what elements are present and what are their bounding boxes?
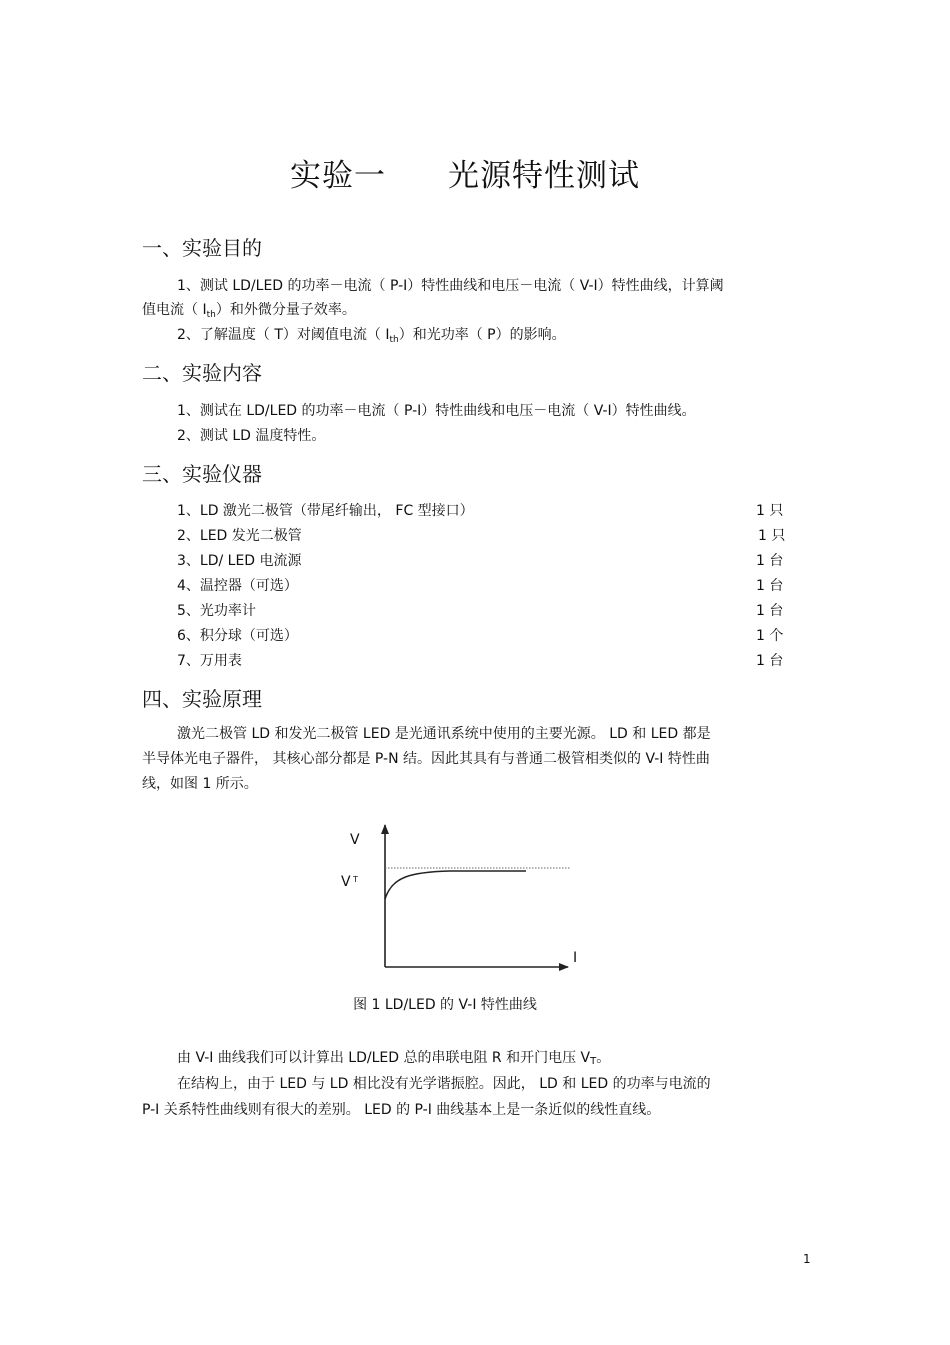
section-heading-instruments: 三、实验仪器 <box>142 462 262 486</box>
principle-para-3b: P-I 关系特性曲线则有很大的差别。 LED 的 P-I 曲线基本上是一条近似的线性直线。 <box>142 1102 661 1118</box>
vi-curve-figure <box>330 815 590 980</box>
purpose-line-1b: 值电流（ $I_{th}$）和外微分量子效率。 <box>142 302 356 320</box>
y-axis-label: V <box>350 832 360 848</box>
page-title <box>0 150 930 195</box>
figure-caption: 图 1 LD/LED 的 V-I 特性曲线 <box>353 997 537 1013</box>
instrument-qty: 1 只 <box>756 503 784 519</box>
principle-para-1a: 激光二极管 LD 和发光二极管 LED 是光通讯系统中使用的主要光源。 LD 和 LED 都是 <box>177 726 711 742</box>
x-axis-label: I <box>573 950 578 966</box>
section-heading-purpose: 一、实验目的 <box>142 236 262 260</box>
section-heading-content: 二、实验内容 <box>142 361 262 385</box>
principle-para-1c: 线，如图 1 所示。 <box>142 776 258 792</box>
purpose-line-1a: 1、测试 LD/LED 的功率－电流（ P-I）特性曲线和电压－电流（ V-I）特性曲线，计算阈 <box>177 278 724 294</box>
instrument-item: 5、光功率计 <box>177 603 256 619</box>
instrument-qty: 1 台 <box>756 653 784 669</box>
instrument-item: 3、LD/ LED 电流源 <box>177 553 302 569</box>
instrument-item: 6、积分球（可选） <box>177 628 298 644</box>
instrument-item: 1、LD 激光二极管（带尾纤输出， FC 型接口） <box>177 503 474 519</box>
title-part1: 实验一 <box>290 158 386 194</box>
instrument-item: 4、温控器（可选） <box>177 578 298 594</box>
instrument-item: 7、万用表 <box>177 653 242 669</box>
instrument-qty: 1 台 <box>756 603 784 619</box>
content-line-1: 1、测试在 LD/LED 的功率－电流（ P-I）特性曲线和电压－电流（ V-I）特性曲线。 <box>177 403 696 419</box>
section-heading-principle: 四、实验原理 <box>142 687 262 711</box>
instrument-qty: 1 个 <box>756 628 784 644</box>
instrument-qty: 1 台 <box>756 578 784 594</box>
principle-para-1b: 半导体光电子器件， 其核心部分都是 P-N 结。因此其具有与普通二极管相类似的 V-I 特性曲 <box>142 751 710 767</box>
title-part2: 光源特性测试 <box>448 158 640 194</box>
instrument-qty: 1 台 <box>756 553 784 569</box>
vi-curve <box>385 871 526 899</box>
page-number: 1 <box>803 1252 811 1266</box>
instrument-item: 2、LED 发光二极管 <box>177 528 302 544</box>
instrument-qty: 1 只 <box>758 528 786 544</box>
principle-para-2: 由 V-I 曲线我们可以计算出 LD/LED 总的串联电阻 R 和开门电压 $V_T$。 <box>177 1050 611 1067</box>
purpose-line-2: 2、了解温度（ T）对阈值电流（ $I_{th}$）和光功率（ P）的影响。 <box>177 327 566 345</box>
vt-label-sub: T <box>353 875 358 884</box>
content-line-2: 2、测试 LD 温度特性。 <box>177 428 326 444</box>
vt-label: V <box>341 874 351 890</box>
principle-para-3a: 在结构上，由于 LED 与 LD 相比没有光学谐振腔。因此， LD 和 LED 的功率与电流的 <box>177 1076 711 1092</box>
